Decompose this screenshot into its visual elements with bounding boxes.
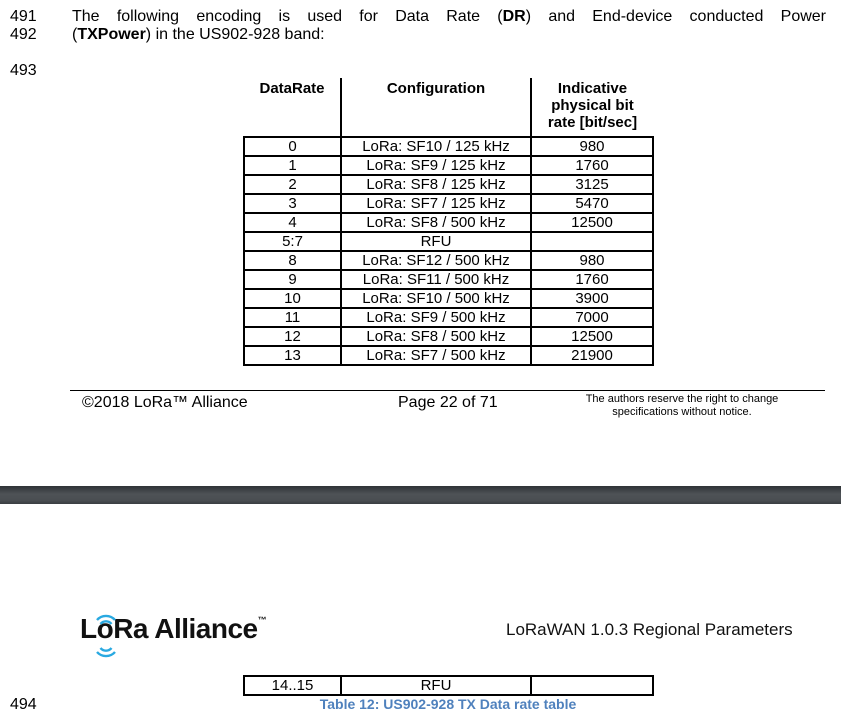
header-bitrate: Indicative physical bit rate [bit/sec] <box>547 80 638 131</box>
table-row: 13 LoRa: SF7 / 500 kHz 21900 <box>244 346 653 365</box>
line-number: 493 <box>10 62 37 79</box>
line-number: 491 <box>10 8 37 25</box>
footer-copyright: ©2018 LoRa™ Alliance <box>82 394 248 411</box>
table-row: 8 LoRa: SF12 / 500 kHz 980 <box>244 251 653 270</box>
table-row: 1 LoRa: SF9 / 125 kHz 1760 <box>244 156 653 175</box>
table-row: 3 LoRa: SF7 / 125 kHz 5470 <box>244 194 653 213</box>
table-row: 0 LoRa: SF10 / 125 kHz 980 <box>244 137 653 156</box>
table-row: 4 LoRa: SF8 / 500 kHz 12500 <box>244 213 653 232</box>
paragraph-line-1: The following encoding is used for Data Rate (DR) and End-device conducted Power <box>72 8 826 25</box>
table-row: 5:7 RFU <box>244 232 653 251</box>
table-caption: Table 12: US902-928 TX Data rate table <box>319 696 577 712</box>
table-row: 2 LoRa: SF8 / 125 kHz 3125 <box>244 175 653 194</box>
data-rate-table-continued <box>243 675 654 696</box>
table-row: 12 LoRa: SF8 / 500 kHz 12500 <box>244 327 653 346</box>
table-row: 9 LoRa: SF11 / 500 kHz 1760 <box>244 270 653 289</box>
document-title: LoRaWAN 1.0.3 Regional Parameters <box>506 620 793 639</box>
footer-page-number: Page 22 of 71 <box>398 394 498 411</box>
page-separator <box>0 486 841 504</box>
line-number: 492 <box>10 26 37 43</box>
paragraph-line-2: (TXPower) in the US902-928 band: <box>72 26 325 43</box>
logo-text: LoRa Alliance <box>80 613 258 644</box>
table-row: 11 LoRa: SF9 / 500 kHz 7000 <box>244 308 653 327</box>
lora-alliance-logo: LoRa Alliance™ <box>80 604 266 654</box>
data-rate-table <box>243 78 654 366</box>
header-configuration: Configuration <box>341 78 531 137</box>
table-row: 10 LoRa: SF10 / 500 kHz 3900 <box>244 289 653 308</box>
footer-divider <box>70 390 825 391</box>
header-datarate: DataRate <box>244 78 341 137</box>
lora-signal-icon <box>94 611 118 661</box>
line-number: 494 <box>10 696 37 713</box>
footer-disclaimer: The authors reserve the right to change specifications without notice. <box>585 393 779 418</box>
table-row: 14..15 RFU <box>244 676 653 695</box>
